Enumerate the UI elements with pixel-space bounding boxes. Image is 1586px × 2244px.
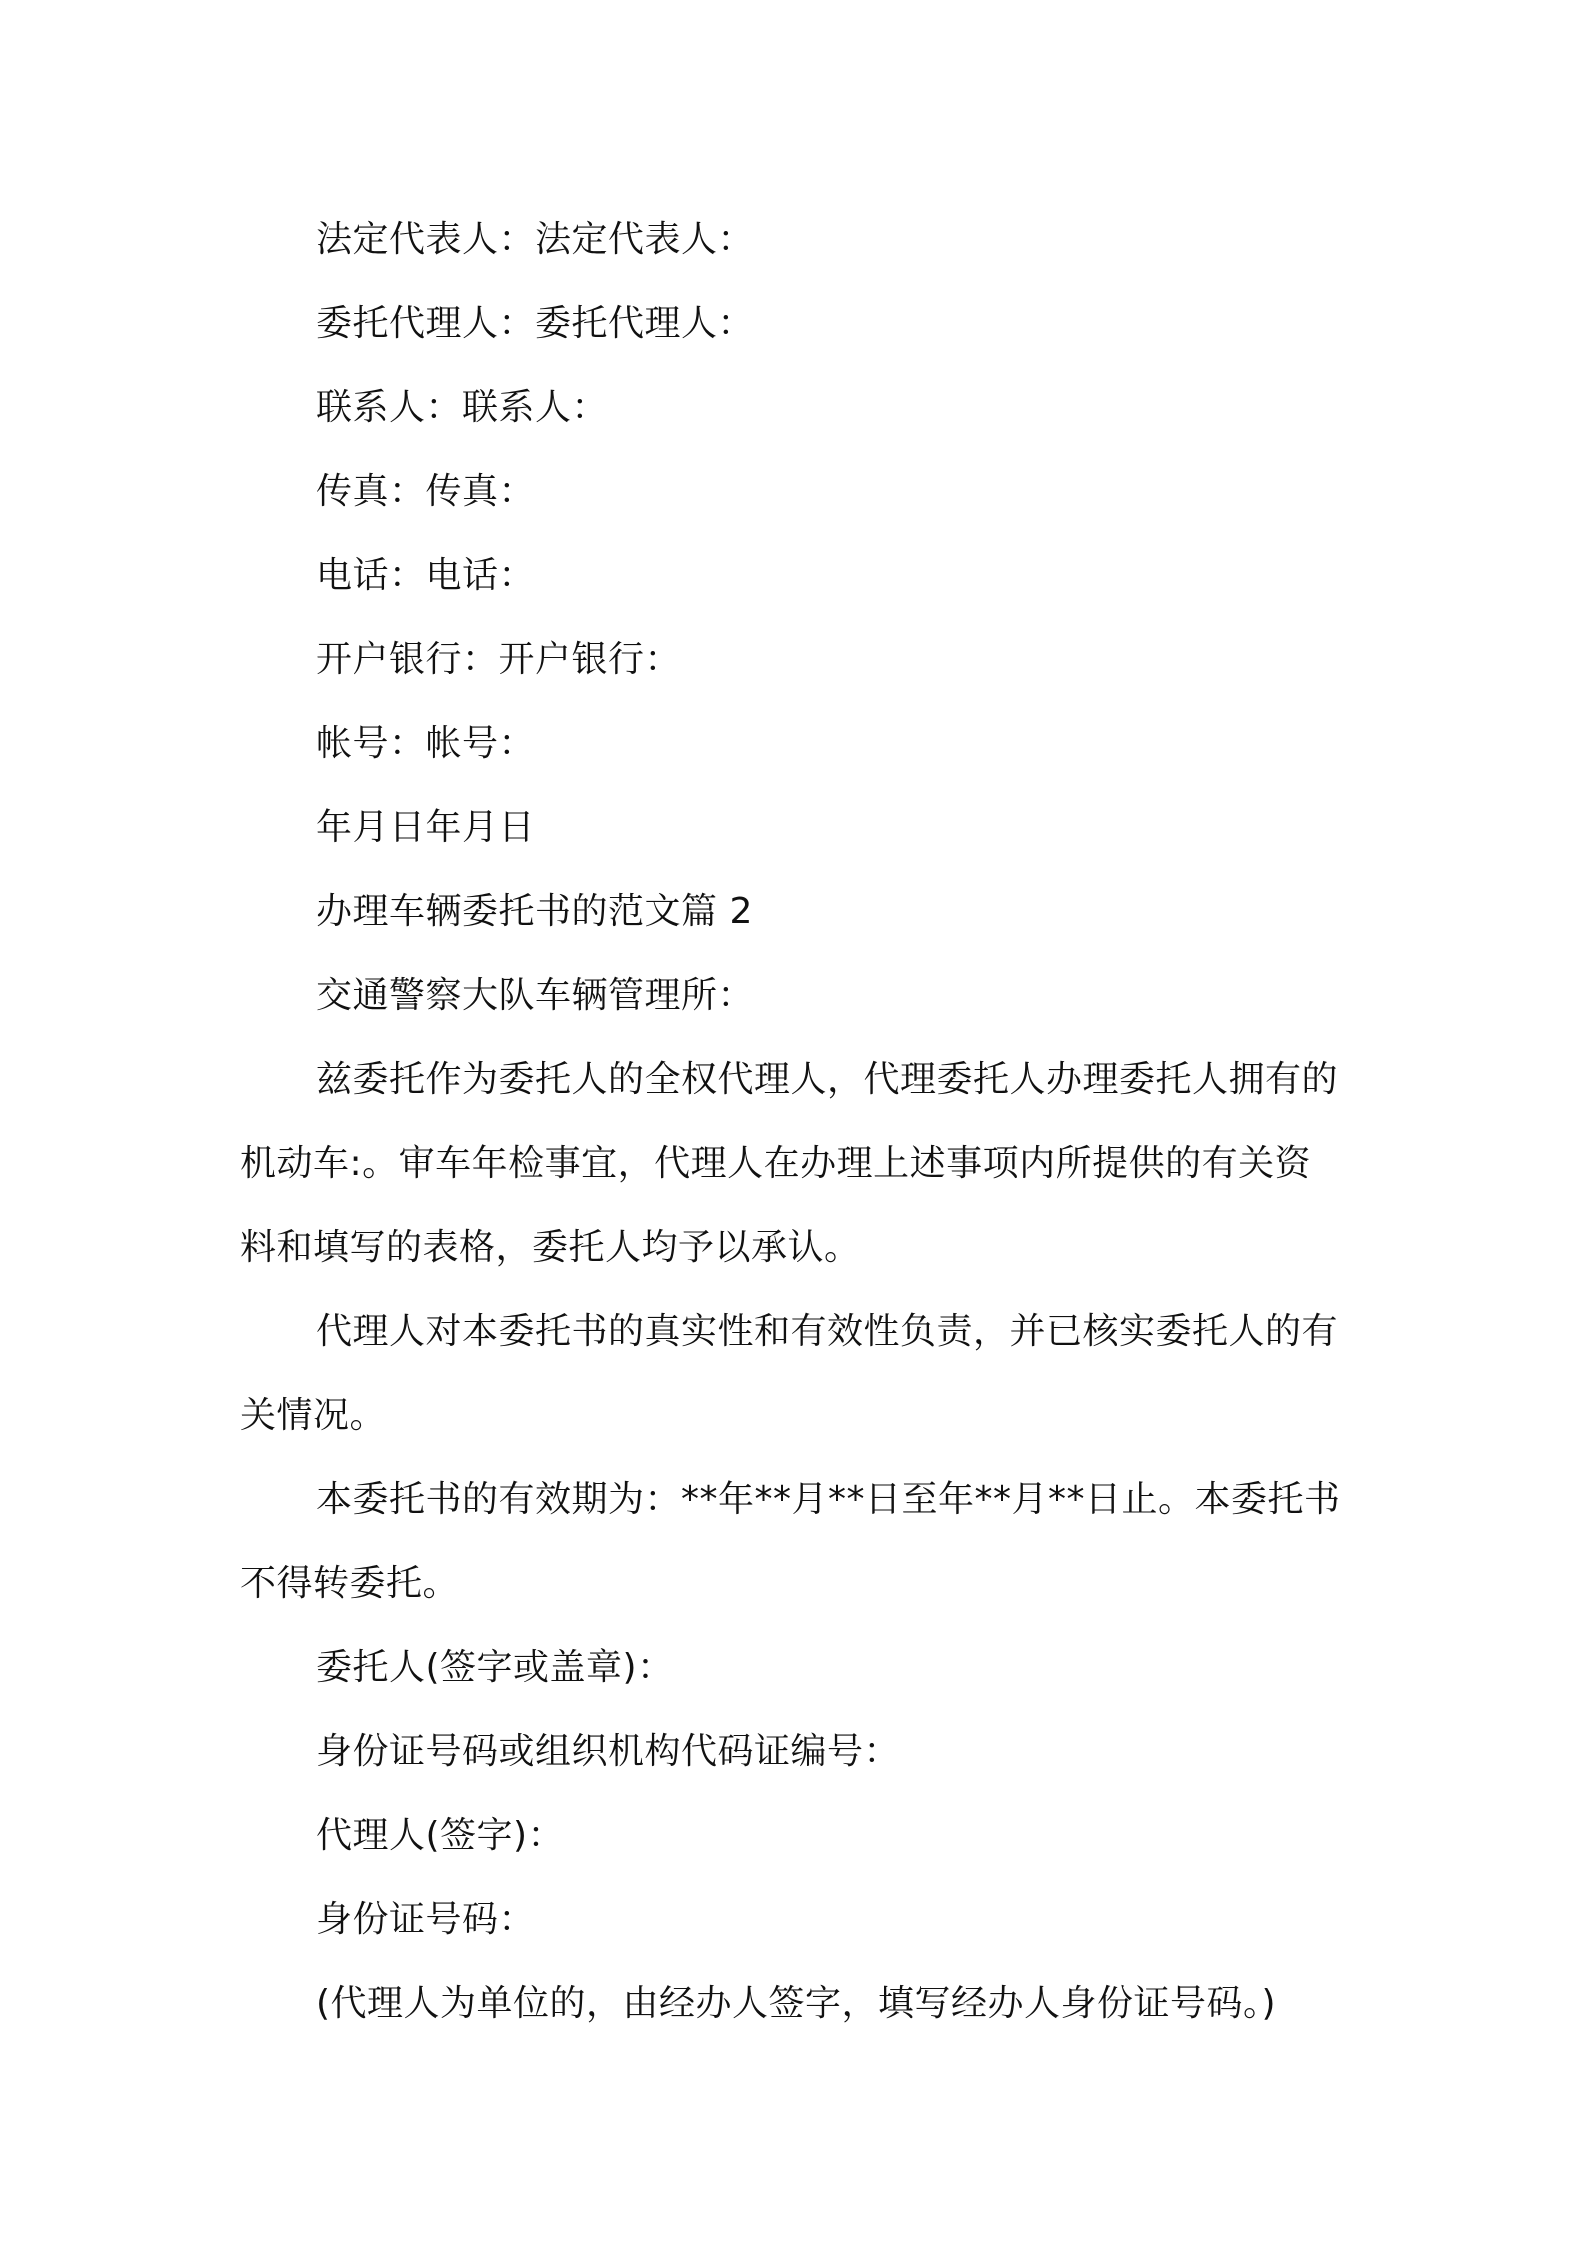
paragraph-line: 关情况。 <box>240 1395 387 1436</box>
date-line: 年月日年月日 <box>316 807 536 848</box>
contact-line: 联系人：联系人： <box>316 387 609 428</box>
fax-line: 传真：传真： <box>316 471 536 512</box>
authorization-paragraph <box>240 1038 1355 1290</box>
principal-id-line: 身份证号码或组织机构代码证编号： <box>316 1731 901 1772</box>
addressee-line: 交通警察大队车辆管理所： <box>316 975 755 1016</box>
agent-signature-line: 代理人(签字)： <box>316 1815 565 1856</box>
principal-signature-line: 委托人(签字或盖章)： <box>316 1647 674 1688</box>
phone-line: 电话：电话： <box>316 555 536 596</box>
agent-id-line: 身份证号码： <box>316 1899 536 1940</box>
signature-note: (代理人为单位的，由经办人签字，填写经办人身份证号码。) <box>316 1983 1277 2024</box>
paragraph-line: 兹委托作为委托人的全权代理人，代理委托人办理委托人拥有的 <box>316 1059 1339 1100</box>
responsibility-paragraph <box>240 1290 1355 1458</box>
validity-paragraph <box>240 1458 1355 1626</box>
paragraph-line: 料和填写的表格，委托人均予以承认。 <box>240 1227 861 1268</box>
paragraph-line: 代理人对本委托书的真实性和有效性负责，并已核实委托人的有 <box>316 1311 1339 1352</box>
document-body <box>240 198 1355 2046</box>
paragraph-line: 不得转委托。 <box>240 1563 460 1604</box>
bank-line: 开户银行：开户银行： <box>316 639 682 680</box>
agent-line: 委托代理人：委托代理人： <box>316 303 755 344</box>
legal-representative-line: 法定代表人：法定代表人： <box>316 219 755 260</box>
section-title: 办理车辆委托书的范文篇 2 <box>316 891 753 932</box>
account-line: 帐号：帐号： <box>316 723 536 764</box>
paragraph-line: 本委托书的有效期为：**年**月**日至年**月**日止。本委托书 <box>316 1479 1341 1520</box>
paragraph-line: 机动车:。审车年检事宜，代理人在办理上述事项内所提供的有关资 <box>240 1143 1312 1184</box>
